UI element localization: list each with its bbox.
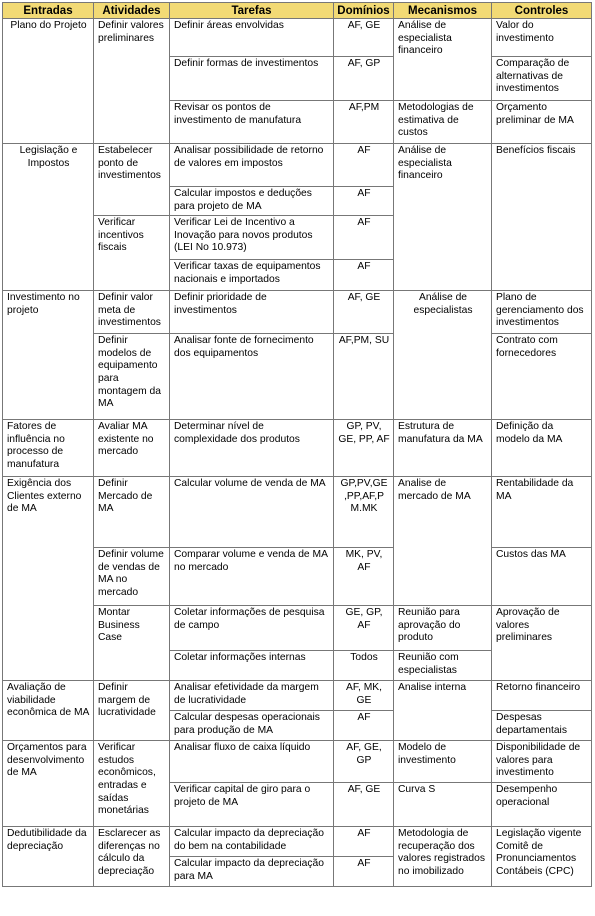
tarefa-cell: Revisar os pontos de investimento de manufatura	[170, 101, 334, 144]
dominio-cell: AF, GE	[334, 291, 394, 334]
table-row	[3, 144, 592, 187]
tarefa-cell: Coletar informações internas	[170, 651, 334, 681]
dominio-cell: AF, GP	[334, 57, 394, 101]
dominio-cell: AF, GE	[334, 19, 394, 57]
tarefa-cell: Calcular despesas operacionais para produção de MA	[170, 711, 334, 741]
entrada-cell: Legislação e Impostos	[3, 144, 94, 291]
atividade-cell: Definir valor meta de investimentos	[94, 291, 170, 334]
table-row	[3, 741, 592, 783]
atividade-cell: Definir volume de vendas de MA no mercado	[94, 548, 170, 606]
atividade-cell: Definir margem de lucratividade	[94, 681, 170, 741]
atividade-cell: Verificar estudos econômicos, entradas e saídas monetárias	[94, 741, 170, 827]
mecanismo-cell: Estrutura de manufatura da MA	[394, 420, 492, 477]
controle-cell: Disponibilidade de valores para investimento	[492, 741, 592, 783]
header-tarefas: Tarefas	[170, 3, 334, 19]
tarefa-cell: Verificar Lei de Incentivo a Inovação para novos produtos (LEI No 10.973)	[170, 216, 334, 260]
dominio-cell: AF	[334, 260, 394, 291]
mecanismo-cell: Análise de especialista financeiro	[394, 19, 492, 101]
controle-cell: Aprovação de valores preliminares	[492, 606, 592, 681]
header-controles: Controles	[492, 3, 592, 19]
controle-cell: Despesas departamentais	[492, 711, 592, 741]
tarefa-cell: Calcular impacto da depreciação do bem na contabilidade	[170, 827, 334, 857]
tarefa-cell: Verificar capital de giro para o projeto de MA	[170, 783, 334, 827]
mecanismo-cell: Reunião para aprovação do produto	[394, 606, 492, 651]
entrada-cell: Plano do Projeto	[3, 19, 94, 144]
entrada-cell: Exigência dos Clientes externo de MA	[3, 477, 94, 681]
dominio-cell: AF,PM	[334, 101, 394, 144]
tarefa-cell: Definir áreas envolvidas	[170, 19, 334, 57]
table-row	[3, 291, 592, 334]
atividade-cell: Estabelecer ponto de investimentos	[94, 144, 170, 216]
atividade-cell: Definir valores preliminares	[94, 19, 170, 144]
header-atividades: Atividades	[94, 3, 170, 19]
dominio-cell: AF	[334, 187, 394, 216]
dominio-cell: AF,PM, SU	[334, 334, 394, 420]
mecanismo-cell: Análise de especialistas	[394, 291, 492, 420]
mecanismo-cell: Analise interna	[394, 681, 492, 741]
dominio-cell: GP,PV,GE ,PP,AF,P M.MK	[334, 477, 394, 548]
table-row	[3, 681, 592, 711]
entrada-cell: Orçamentos para desenvolvimento de MA	[3, 741, 94, 827]
dominio-cell: AF, GE	[334, 783, 394, 827]
mecanismo-cell: Curva S	[394, 783, 492, 827]
controle-cell: Benefícios fiscais	[492, 144, 592, 291]
dominio-cell: AF	[334, 827, 394, 857]
atividade-cell: Definir Mercado de MA	[94, 477, 170, 548]
tarefa-cell: Calcular volume de venda de MA	[170, 477, 334, 548]
dominio-cell: MK, PV, AF	[334, 548, 394, 606]
entrada-cell: Fatores de influência no processo de manufatura	[3, 420, 94, 477]
entrada-cell: Dedutibilidade da depreciação	[3, 827, 94, 887]
tarefa-cell: Determinar nível de complexidade dos produtos	[170, 420, 334, 477]
tarefa-cell: Analisar possibilidade de retorno de valores em impostos	[170, 144, 334, 187]
controle-cell: Retorno financeiro	[492, 681, 592, 711]
entrada-cell: Investimento no projeto	[3, 291, 94, 420]
process-table	[2, 2, 592, 887]
tarefa-cell: Coletar informações de pesquisa de campo	[170, 606, 334, 651]
atividade-cell: Montar Business Case	[94, 606, 170, 681]
tarefa-cell: Analisar fonte de fornecimento dos equipamentos	[170, 334, 334, 420]
table-row	[3, 477, 592, 548]
mecanismo-cell: Analise de mercado de MA	[394, 477, 492, 606]
header-mecanismos: Mecanismos	[394, 3, 492, 19]
controle-cell: Definição da modelo da MA	[492, 420, 592, 477]
table-row	[3, 420, 592, 477]
mecanismo-cell: Modelo de investimento	[394, 741, 492, 783]
dominio-cell: AF	[334, 216, 394, 260]
header-entradas: Entradas	[3, 3, 94, 19]
tarefa-cell: Analisar efetividade da margem de lucratividade	[170, 681, 334, 711]
controle-cell: Contrato com fornecedores	[492, 334, 592, 420]
dominio-cell: Todos	[334, 651, 394, 681]
dominio-cell: AF, GE, GP	[334, 741, 394, 783]
controle-cell: Custos das MA	[492, 548, 592, 606]
controle-cell: Desempenho operacional	[492, 783, 592, 827]
table-row	[3, 827, 592, 857]
tarefa-cell: Calcular impacto da depreciação para MA	[170, 857, 334, 887]
mecanismo-cell: Análise de especialista financeiro	[394, 144, 492, 291]
dominio-cell: AF	[334, 144, 394, 187]
dominio-cell: GP, PV, GE, PP, AF	[334, 420, 394, 477]
tarefa-cell: Definir prioridade de investimentos	[170, 291, 334, 334]
dominio-cell: AF, MK, GE	[334, 681, 394, 711]
entrada-cell: Avaliação de viabilidade econômica de MA	[3, 681, 94, 741]
tarefa-cell: Analisar fluxo de caixa líquido	[170, 741, 334, 783]
dominio-cell: AF	[334, 857, 394, 887]
tarefa-cell: Comparar volume e venda de MA no mercado	[170, 548, 334, 606]
controle-cell: Legislação vigente Comitê de Pronunciamentos Contábeis (CPC)	[492, 827, 592, 887]
controle-cell: Valor do investimento	[492, 19, 592, 57]
tarefa-cell: Verificar taxas de equipamentos nacionais e importados	[170, 260, 334, 291]
atividade-cell: Verificar incentivos fiscais	[94, 216, 170, 291]
tarefa-cell: Calcular impostos e deduções para projeto de MA	[170, 187, 334, 216]
mecanismo-cell: Metodologia de recuperação dos valores registrados no imobilizado	[394, 827, 492, 887]
controle-cell: Plano de gerenciamento dos investimentos	[492, 291, 592, 334]
atividade-cell: Definir modelos de equipamento para montagem da MA	[94, 334, 170, 420]
header-row	[3, 3, 592, 19]
controle-cell: Rentabilidade da MA	[492, 477, 592, 548]
table-row	[3, 19, 592, 57]
dominio-cell: GE, GP, AF	[334, 606, 394, 651]
mecanismo-cell: Metodologias de estimativa de custos	[394, 101, 492, 144]
process-table-wrapper	[2, 2, 591, 887]
dominio-cell: AF	[334, 711, 394, 741]
atividade-cell: Avaliar MA existente no mercado	[94, 420, 170, 477]
mecanismo-cell: Reunião com especialistas	[394, 651, 492, 681]
atividade-cell: Esclarecer as diferenças no cálculo da depreciação	[94, 827, 170, 887]
tarefa-cell: Definir formas de investimentos	[170, 57, 334, 101]
controle-cell: Orçamento preliminar de MA	[492, 101, 592, 144]
header-dominios: Domínios	[334, 3, 394, 19]
controle-cell: Comparação de alternativas de investimentos	[492, 57, 592, 101]
